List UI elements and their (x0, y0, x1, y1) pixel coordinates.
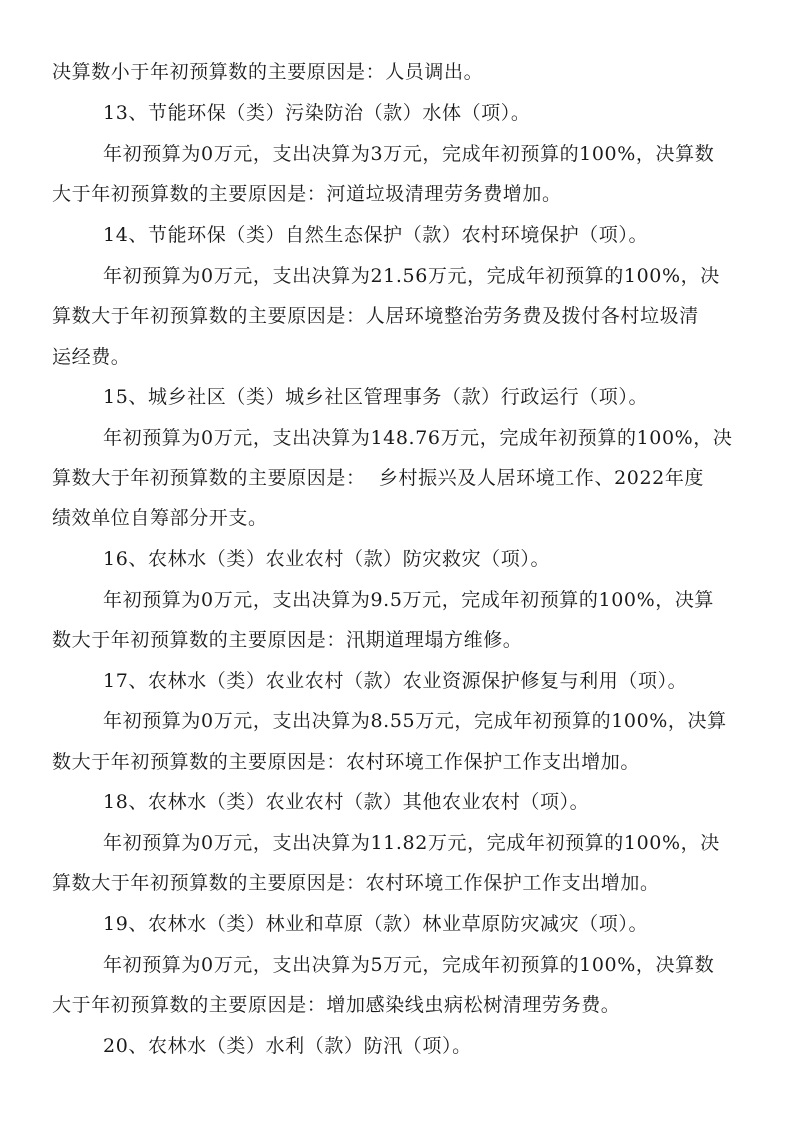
text-line: 数大于年初预算数的主要原因是：汛期道理塌方维修。 (52, 629, 523, 651)
text-line: 年初预算为0万元，支出决算为3万元，完成年初预算的100%，决算数 (103, 143, 715, 165)
section-heading-19: 19、农林水（类）林业和草原（款）林业草原防灾减灾（项）。 (103, 913, 649, 935)
section-heading-20: 20、农林水（类）水利（款）防汛（项）。 (103, 1035, 472, 1057)
section-heading-15: 15、城乡社区（类）城乡社区管理事务（款）行政运行（项）。 (103, 386, 649, 408)
text-line: 决算数小于年初预算数的主要原因是：人员调出。 (52, 61, 484, 83)
text-line: 绩效单位自筹部分开支。 (52, 507, 268, 529)
section-heading-18: 18、农林水（类）农业农村（款）其他农业农村（项）。 (103, 791, 590, 813)
section-heading-17: 17、农林水（类）农业农村（款）农业资源保护修复与利用（项）。 (103, 670, 688, 692)
text-line: 算数大于年初预算数的主要原因是： 乡村振兴及人居环境工作、2022年度 (52, 467, 705, 489)
text-line: 年初预算为0万元，支出决算为5万元，完成年初预算的100%，决算数 (103, 954, 715, 976)
text-line: 运经费。 (52, 346, 131, 368)
text-line: 算数大于年初预算数的主要原因是：人居环境整治劳务费及拨付各村垃圾清 (52, 305, 699, 327)
text-line: 数大于年初预算数的主要原因是：农村环境工作保护工作支出增加。 (52, 751, 641, 773)
text-line: 年初预算为0万元，支出决算为21.56万元，完成年初预算的100%，决 (103, 265, 720, 287)
text-line: 年初预算为0万元，支出决算为9.5万元，完成年初预算的100%，决算 (103, 589, 715, 611)
text-line: 算数大于年初预算数的主要原因是：农村环境工作保护工作支出增加。 (52, 872, 660, 894)
text-line: 大于年初预算数的主要原因是：河道垃圾清理劳务费增加。 (52, 183, 562, 205)
section-heading-14: 14、节能环保（类）自然生态保护（款）农村环境保护（项）。 (103, 224, 649, 246)
text-line: 年初预算为0万元，支出决算为11.82万元，完成年初预算的100%，决 (103, 832, 720, 854)
section-heading-13: 13、节能环保（类）污染防治（款）水体（项）。 (103, 102, 531, 124)
text-line: 年初预算为0万元，支出决算为8.55万元，完成年初预算的100%，决算 (103, 710, 727, 732)
section-heading-16: 16、农林水（类）农业农村（款）防灾救灾（项）。 (103, 548, 551, 570)
text-line: 大于年初预算数的主要原因是：增加感染线虫病松树清理劳务费。 (52, 994, 621, 1016)
text-line: 年初预算为0万元，支出决算为148.76万元，完成年初预算的100%，决 (103, 427, 733, 449)
